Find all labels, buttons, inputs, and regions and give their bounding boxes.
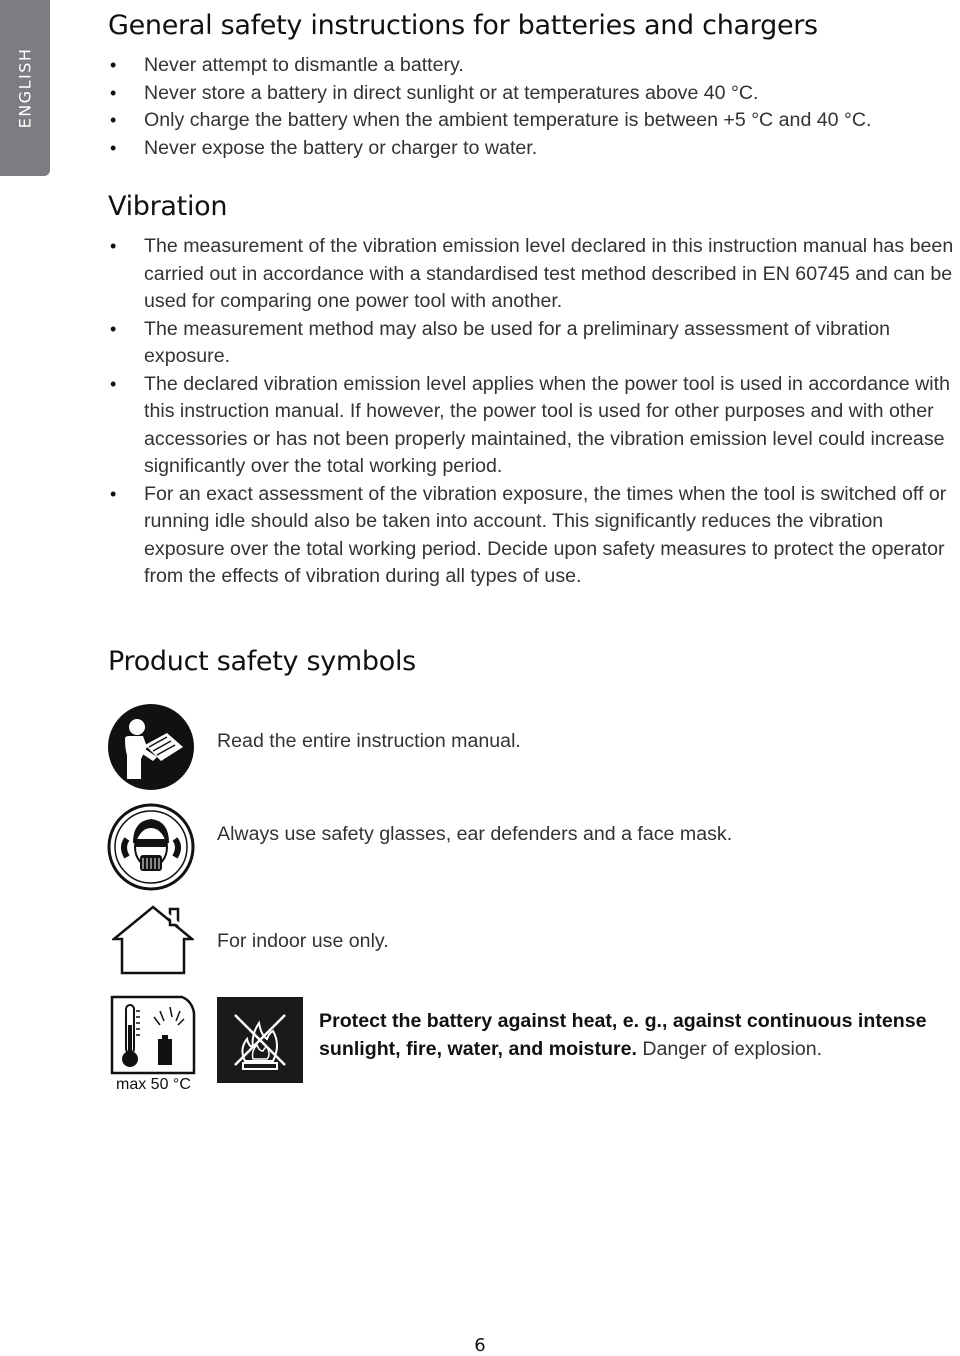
max-temperature-label: max 50 °C — [116, 1076, 191, 1093]
list-item: • Never attempt to dismantle a battery. — [108, 52, 958, 80]
symbol-text-read-manual: Read the entire instruction manual. — [217, 730, 521, 752]
list-item: • Never store a battery in direct sunlight or at temperatures above 40 °C. — [108, 80, 958, 108]
vibration-heading: Vibration — [108, 191, 228, 222]
battery-warning-normal: Danger of explosion. — [636, 1037, 823, 1060]
general-safety-heading: General safety instructions for batteries and chargers — [108, 10, 818, 41]
product-safety-symbols-heading: Product safety symbols — [108, 646, 416, 677]
vibration-list — [108, 233, 958, 591]
indoor-house-icon — [112, 903, 194, 975]
page-number: 6 — [474, 1335, 486, 1356]
symbol-text-indoor-use: For indoor use only. — [217, 930, 389, 952]
battery-warning-text — [319, 1008, 959, 1063]
protective-equipment-icon — [107, 803, 195, 891]
read-manual-icon — [107, 703, 195, 791]
symbol-text-protective-equipment: Always use safety glasses, ear defenders and a face mask. — [217, 823, 733, 845]
list-item: • For an exact assessment of the vibration exposure, the times when the tool is switched off or running idle should also be taken into account. This significantly reduces the vibration exposure over the total working period. Decide upon safety measures to protect the operator from the effects of vibration during all types of use. — [108, 481, 958, 591]
list-item: • Never expose the battery or charger to water. — [108, 135, 958, 163]
no-fire-icon — [217, 997, 303, 1083]
language-tab-label: ENGLISH — [15, 47, 35, 129]
list-item: • Only charge the battery when the ambient temperature is between +5 °C and 40 °C. — [108, 107, 958, 135]
battery-temperature-icon — [110, 995, 200, 1075]
list-item: • The measurement of the vibration emission level declared in this instruction manual has been carried out in accordance with a standardised test method described in EN 60745 and can be used for comparing one power tool with another. — [108, 233, 958, 316]
list-item: • The declared vibration emission level applies when the power tool is used in accordance with this instruction manual. If however, the power tool is used for other purposes and with other accessories or has not been properly maintained, the vibration emission level could increase significantly over the total working period. — [108, 371, 958, 481]
general-safety-list — [108, 52, 958, 162]
language-tab — [0, 0, 50, 176]
list-item: • The measurement method may also be used for a preliminary assessment of vibration exposure. — [108, 316, 958, 371]
battery-warning-bold: Protect the battery against heat, e. g., against continuous intense sunlight, fire, water, and moisture. — [319, 1010, 927, 1060]
